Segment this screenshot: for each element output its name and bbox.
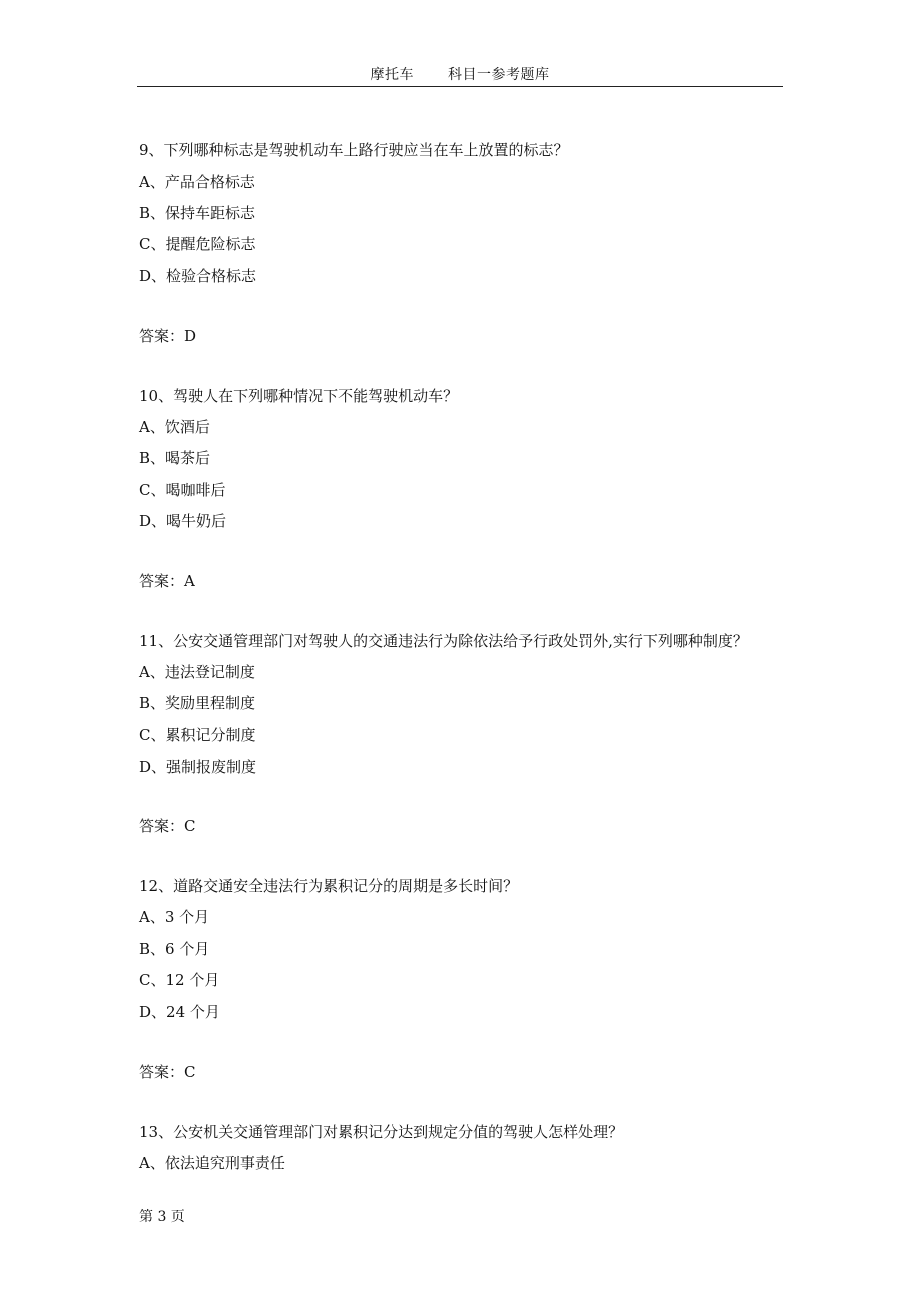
- question-11-option-b: B、奖励里程制度: [139, 694, 256, 712]
- header-right-text: 科目一参考题库: [448, 67, 550, 83]
- question-9-answer: 答案：D: [139, 327, 197, 345]
- question-12-answer: 答案：C: [139, 1063, 196, 1081]
- question-10-text: 10、驾驶人在下列哪种情况下不能驾驶机动车？: [139, 387, 459, 405]
- question-9-text: 9、下列哪种标志是驾驶机动车上路行驶应当在车上放置的标志？: [139, 141, 569, 159]
- page-header: [137, 62, 783, 87]
- question-13-option-a: A、依法追究刑事责任: [139, 1154, 285, 1172]
- question-11-answer: 答案：C: [139, 817, 196, 835]
- question-9-option-a: A、产品合格标志: [139, 173, 255, 191]
- question-10-option-b: B、喝茶后: [139, 449, 211, 467]
- question-9-option-d: D、检验合格标志: [139, 267, 257, 285]
- header-left-text: 摩托车: [370, 67, 414, 83]
- question-11-text: 11、公安交通管理部门对驾驶人的交通违法行为除依法给予行政处罚外,实行下列哪种制度？: [139, 632, 748, 650]
- question-12-option-d: D、24 个月: [139, 1003, 220, 1021]
- question-11-option-d: D、强制报废制度: [139, 758, 257, 776]
- question-9-option-b: B、保持车距标志: [139, 204, 256, 222]
- question-10-option-c: C、喝咖啡后: [139, 481, 226, 499]
- header-title: [137, 64, 783, 84]
- page-number: 第 3 页: [139, 1209, 185, 1225]
- question-10-option-a: A、饮酒后: [139, 418, 210, 436]
- question-12-option-a: A、3 个月: [139, 908, 210, 926]
- question-9-option-c: C、提醒危险标志: [139, 235, 256, 253]
- question-12-option-b: B、6 个月: [139, 940, 210, 958]
- question-11-option-c: C、累积记分制度: [139, 726, 256, 744]
- question-13-text: 13、公安机关交通管理部门对累积记分达到规定分值的驾驶人怎样处理？: [139, 1123, 624, 1141]
- question-10-answer: 答案：A: [139, 572, 195, 590]
- question-12-text: 12、道路交通安全违法行为累积记分的周期是多长时间？: [139, 877, 519, 895]
- question-12-option-c: C、12 个月: [139, 971, 220, 989]
- question-10-option-d: D、喝牛奶后: [139, 512, 227, 530]
- question-11-option-a: A、违法登记制度: [139, 663, 255, 681]
